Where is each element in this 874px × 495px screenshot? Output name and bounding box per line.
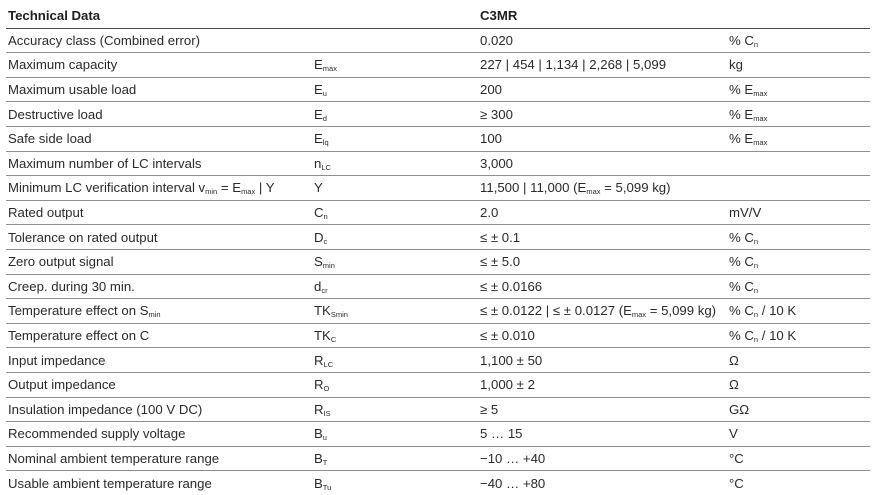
symbol-cell (312, 28, 478, 53)
param-cell (6, 471, 312, 495)
value-text: 11,500 | 11,000 (E (480, 180, 587, 196)
param-cell (6, 53, 312, 78)
unit-text: % E (729, 82, 754, 98)
unit-subscript: max (753, 113, 768, 123)
unit-cell (727, 471, 870, 495)
unit-subscript: n (753, 285, 759, 295)
value-cell (478, 422, 727, 447)
symbol-cell (312, 176, 478, 201)
value-cell (478, 249, 727, 274)
symbol-text: R (314, 352, 324, 368)
param-cell (6, 249, 312, 274)
value-text: −10 … +40 (480, 450, 546, 466)
symbol-text: n (314, 155, 322, 171)
value-cell (478, 126, 727, 151)
value-text: 5 … 15 (480, 426, 523, 442)
symbol-cell (312, 397, 478, 422)
value-text: 2.0 (480, 205, 499, 221)
unit-subscript: n (753, 39, 759, 49)
symbol-text: C (314, 205, 324, 221)
table-row (6, 176, 870, 201)
unit-text: % E (729, 106, 754, 122)
unit-text: % C (729, 254, 754, 270)
unit-text: °C (729, 450, 744, 466)
param-text: Temperature effect on S (8, 303, 149, 319)
unit-subscript: n (753, 335, 759, 345)
unit-cell (727, 422, 870, 447)
unit-cell (727, 348, 870, 373)
symbol-subscript: u (322, 433, 327, 443)
unit-text-post: / 10 K (758, 303, 797, 319)
param-cell (6, 77, 312, 102)
table-row (6, 323, 870, 348)
symbol-cell (312, 299, 478, 324)
param-subscript: min (205, 187, 218, 197)
symbol-cell (312, 471, 478, 495)
symbol-text: B (314, 475, 323, 491)
param-text: Usable ambient temperature range (8, 475, 212, 491)
unit-subscript: n (753, 310, 759, 320)
value-text: −40 … +80 (480, 475, 546, 491)
unit-subscript: n (753, 261, 759, 271)
param-text: Accuracy class (Combined error) (8, 32, 201, 48)
unit-text: V (729, 426, 738, 442)
value-subscript: max (631, 310, 647, 320)
param-text: Rated output (8, 205, 84, 221)
value-text: 3,000 (480, 155, 514, 171)
value-cell (478, 299, 727, 324)
unit-cell (727, 77, 870, 102)
unit-cell (727, 53, 870, 78)
symbol-cell (312, 249, 478, 274)
symbol-subscript: T (322, 457, 328, 467)
symbol-cell (312, 372, 478, 397)
unit-text: kg (729, 57, 743, 73)
param-cell (6, 225, 312, 250)
header-unit (727, 4, 870, 28)
param-text: Minimum LC verification interval v (8, 180, 206, 196)
symbol-cell (312, 225, 478, 250)
technical-data-table (6, 4, 870, 495)
unit-text: Ω (729, 377, 739, 393)
param-cell (6, 176, 312, 201)
param-text: Recommended supply voltage (8, 426, 186, 442)
symbol-subscript: O (323, 384, 330, 394)
unit-cell (727, 299, 870, 324)
unit-text: % C (729, 278, 754, 294)
param-text: Destructive load (8, 106, 103, 122)
value-text-post: = 5,099 kg) (646, 303, 717, 319)
symbol-text: D (314, 229, 324, 245)
param-text-mid: = E (217, 180, 242, 196)
unit-text: mV/V (729, 205, 762, 221)
symbol-text: E (314, 106, 323, 122)
unit-subscript: max (753, 138, 768, 148)
unit-cell (727, 151, 870, 176)
symbol-cell (312, 53, 478, 78)
value-cell (478, 225, 727, 250)
value-cell (478, 372, 727, 397)
header-model: C3MR (478, 4, 727, 28)
unit-cell (727, 397, 870, 422)
table-row (6, 446, 870, 471)
symbol-subscript: IS (323, 408, 331, 418)
value-text: ≤ ± 0.0122 | ≤ ± 0.0127 (E (480, 303, 632, 319)
value-cell (478, 53, 727, 78)
symbol-cell (312, 323, 478, 348)
symbol-cell (312, 348, 478, 373)
value-text: 0.020 (480, 32, 514, 48)
param-cell (6, 151, 312, 176)
unit-text: °C (729, 475, 744, 491)
param-cell (6, 323, 312, 348)
param-text: Insulation impedance (100 V DC) (8, 401, 203, 417)
param-cell (6, 299, 312, 324)
unit-text: % E (729, 131, 754, 147)
param-cell (6, 200, 312, 225)
header-row (6, 4, 870, 28)
unit-text: Ω (729, 352, 739, 368)
value-cell (478, 200, 727, 225)
unit-cell (727, 249, 870, 274)
unit-cell (727, 274, 870, 299)
symbol-subscript: Smin (330, 310, 348, 320)
param-cell (6, 348, 312, 373)
table-row (6, 471, 870, 495)
unit-text: GΩ (729, 401, 750, 417)
table-row (6, 200, 870, 225)
param-cell (6, 126, 312, 151)
value-text: 200 (480, 82, 503, 98)
symbol-subscript: cr (321, 285, 328, 295)
param-text-post: | Y (255, 180, 275, 196)
param-text: Zero output signal (8, 254, 114, 270)
table-row (6, 77, 870, 102)
param-text: Maximum usable load (8, 82, 137, 98)
value-text: 1,100 ± 50 (480, 352, 543, 368)
param-text: Creep. during 30 min. (8, 278, 135, 294)
unit-cell (727, 200, 870, 225)
value-cell (478, 397, 727, 422)
table-row (6, 151, 870, 176)
unit-text: % C (729, 229, 754, 245)
value-cell (478, 446, 727, 471)
symbol-subscript: lq (322, 138, 329, 148)
symbol-subscript: max (322, 64, 337, 74)
value-text-post: = 5,099 kg) (600, 180, 671, 196)
value-cell (478, 471, 727, 495)
unit-cell (727, 372, 870, 397)
param-cell (6, 372, 312, 397)
symbol-text: S (314, 254, 323, 270)
symbol-text: R (314, 401, 324, 417)
symbol-text: R (314, 377, 324, 393)
param-subscript: min (148, 310, 161, 320)
unit-cell (727, 176, 870, 201)
param-cell (6, 102, 312, 127)
table-row (6, 274, 870, 299)
unit-subscript: max (753, 89, 768, 99)
unit-cell (727, 323, 870, 348)
param-text: Maximum capacity (8, 57, 118, 73)
header-title: Technical Data (6, 4, 312, 28)
symbol-cell (312, 274, 478, 299)
table-row (6, 348, 870, 373)
param-cell (6, 422, 312, 447)
value-cell (478, 348, 727, 373)
header-symbol (312, 4, 478, 28)
value-cell (478, 323, 727, 348)
unit-text-post: / 10 K (758, 328, 797, 344)
value-text: 1,000 ± 2 (480, 377, 535, 393)
value-cell (478, 28, 727, 53)
symbol-cell (312, 102, 478, 127)
value-text: ≥ 5 (480, 401, 499, 417)
value-text: 100 (480, 131, 503, 147)
value-text: ≤ ± 0.010 (480, 328, 535, 344)
table-row (6, 102, 870, 127)
table-row (6, 422, 870, 447)
value-cell (478, 151, 727, 176)
symbol-text: E (314, 82, 323, 98)
table-row (6, 372, 870, 397)
table-row (6, 249, 870, 274)
unit-subscript: n (753, 236, 759, 246)
param-text: Nominal ambient temperature range (8, 450, 220, 466)
symbol-cell (312, 126, 478, 151)
value-text: ≤ ± 0.0166 (480, 278, 543, 294)
symbol-subscript: LC (323, 359, 334, 369)
symbol-subscript: u (322, 89, 327, 99)
symbol-text: B (314, 426, 323, 442)
symbol-text: TK (314, 328, 331, 344)
table-row (6, 299, 870, 324)
param-text: Safe side load (8, 131, 92, 147)
unit-cell (727, 446, 870, 471)
symbol-cell (312, 446, 478, 471)
param-text: Tolerance on rated output (8, 229, 158, 245)
param-cell (6, 446, 312, 471)
symbol-cell (312, 422, 478, 447)
value-cell (478, 176, 727, 201)
table-row (6, 28, 870, 53)
param-text: Maximum number of LC intervals (8, 155, 202, 171)
value-subscript: max (586, 187, 601, 197)
unit-cell (727, 28, 870, 53)
symbol-subscript: c (323, 236, 328, 246)
symbol-subscript: d (322, 113, 327, 123)
symbol-text: d (314, 278, 322, 294)
value-cell (478, 102, 727, 127)
symbol-text: TK (314, 303, 331, 319)
unit-text: % C (729, 328, 754, 344)
value-text: ≤ ± 0.1 (480, 229, 521, 245)
unit-text: % C (729, 303, 754, 319)
unit-cell (727, 126, 870, 151)
param-text: Output impedance (8, 377, 116, 393)
table-row (6, 53, 870, 78)
symbol-cell (312, 151, 478, 176)
symbol-subscript: LC (321, 162, 331, 172)
unit-cell (727, 102, 870, 127)
value-cell (478, 274, 727, 299)
symbol-subscript: Tu (322, 482, 332, 492)
value-text: ≤ ± 5.0 (480, 254, 521, 270)
param-cell (6, 397, 312, 422)
param-text: Temperature effect on C (8, 328, 150, 344)
table-row (6, 225, 870, 250)
param-cell (6, 28, 312, 53)
value-cell (478, 77, 727, 102)
symbol-text: B (314, 450, 323, 466)
unit-cell (727, 225, 870, 250)
symbol-subscript: n (323, 212, 328, 222)
symbol-subscript: min (322, 261, 335, 271)
symbol-text: E (314, 57, 323, 73)
unit-text: % C (729, 32, 754, 48)
param-text: Input impedance (8, 352, 106, 368)
symbol-text: E (314, 131, 323, 147)
symbol-text: Y (314, 180, 323, 196)
param-cell (6, 274, 312, 299)
table-row (6, 126, 870, 151)
param-subscript-2: max (241, 187, 256, 197)
value-text: ≥ 300 (480, 106, 513, 122)
symbol-cell (312, 77, 478, 102)
symbol-cell (312, 200, 478, 225)
value-text: 227 | 454 | 1,134 | 2,268 | 5,099 (480, 57, 667, 73)
symbol-subscript: C (330, 335, 337, 345)
table-row (6, 397, 870, 422)
